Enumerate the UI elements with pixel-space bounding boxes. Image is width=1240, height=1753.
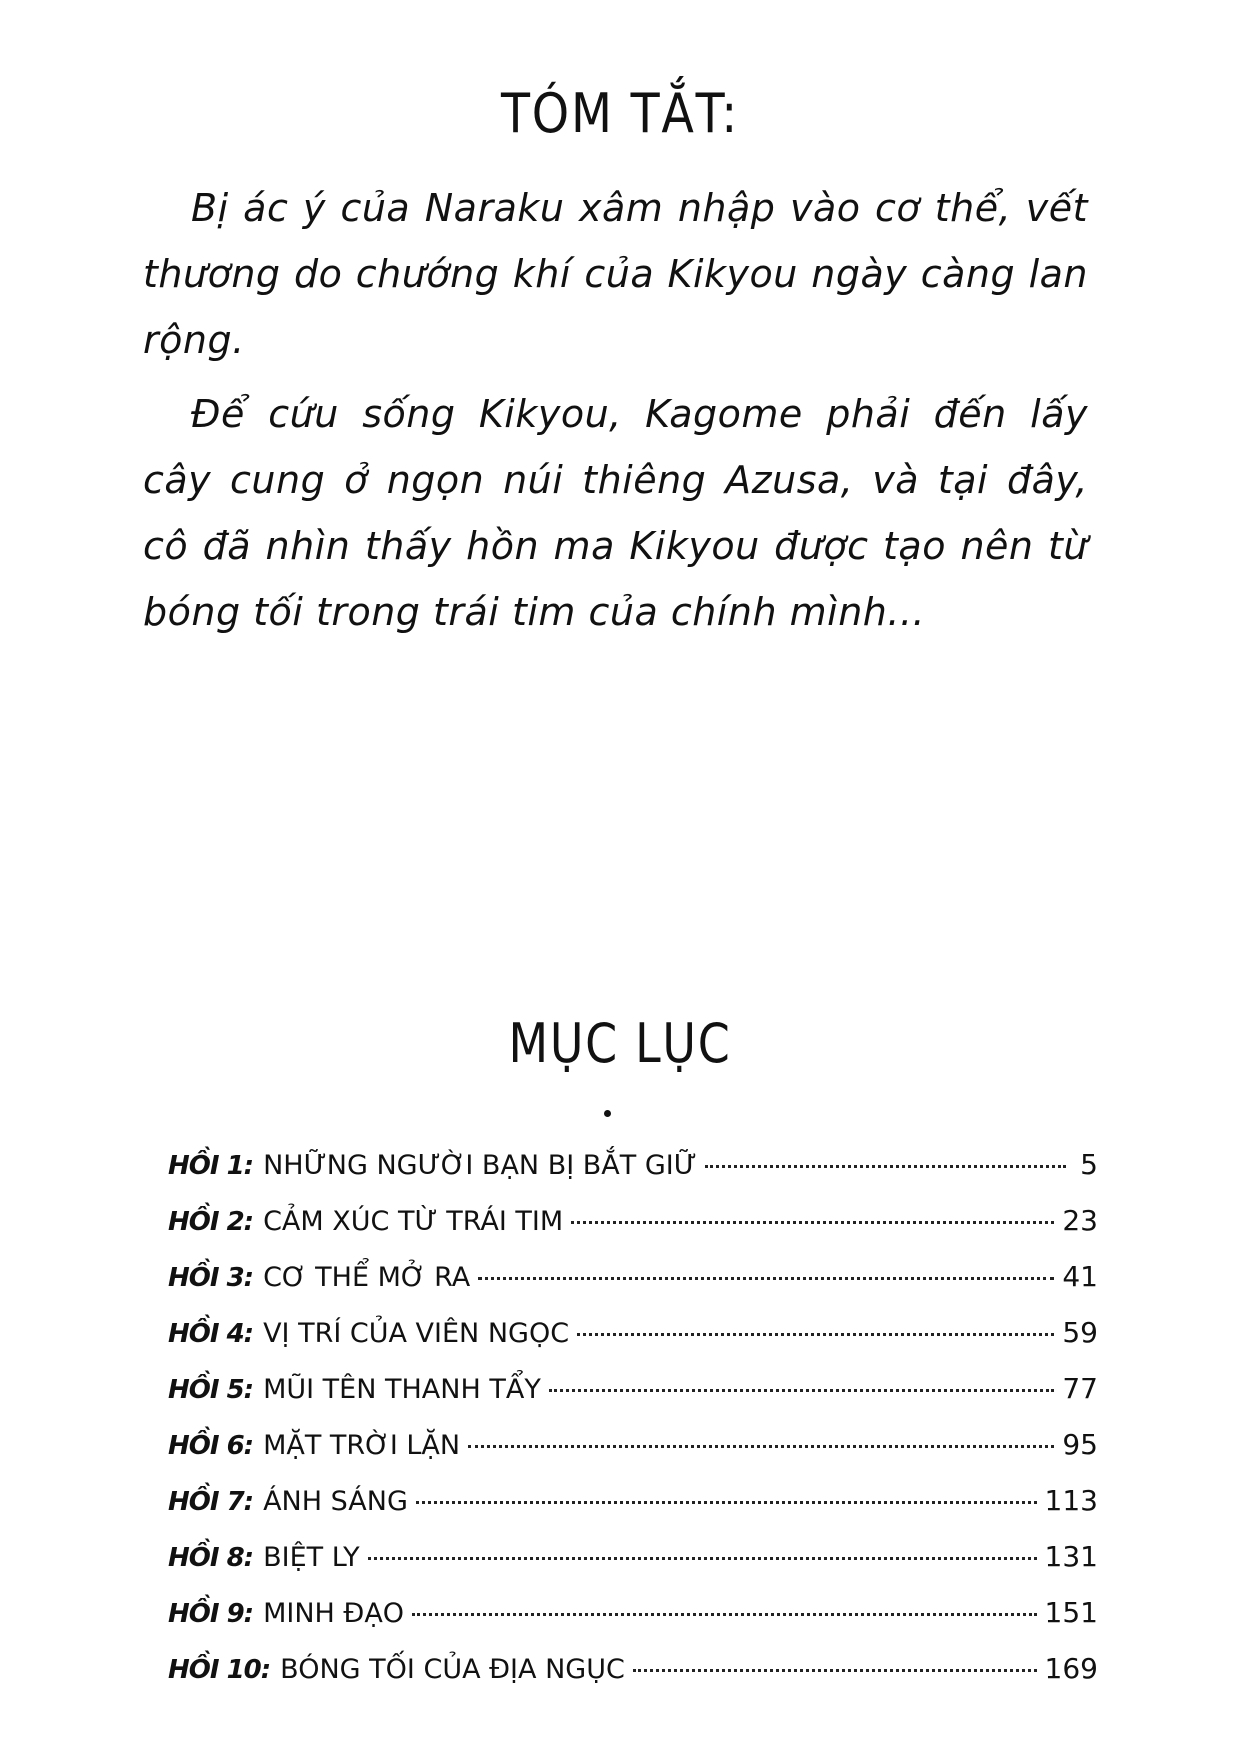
chapter-title: VỊ TRÍ CỦA VIÊN NGỌC (263, 1318, 570, 1349)
toc-entry (168, 1148, 1098, 1204)
dot-leader (577, 1333, 1054, 1336)
decorative-dot (604, 1110, 611, 1117)
page-number: 41 (1062, 1260, 1098, 1293)
chapter-label: HỒI 1: (168, 1151, 254, 1181)
chapter-label: HỒI 8: (168, 1543, 254, 1573)
toc-entry (168, 1372, 1098, 1428)
dot-leader (705, 1165, 1066, 1168)
summary-paragraph: Bị ác ý của Naraku xâm nhập vào cơ thể, vết thương do chướng khí của Kikyou ngày càng lan rộng. (143, 186, 1088, 362)
dot-leader (549, 1389, 1055, 1392)
toc-heading: MỤC LỤC (508, 1012, 732, 1075)
page-number: 59 (1062, 1316, 1098, 1349)
page-number: 77 (1062, 1372, 1098, 1405)
chapter-label: HỒI 4: (168, 1319, 254, 1349)
page-number: 95 (1062, 1428, 1098, 1461)
toc-entry (168, 1428, 1098, 1484)
chapter-label: HỒI 3: (168, 1263, 254, 1293)
dot-leader (478, 1277, 1054, 1280)
chapter-label: HỒI 6: (168, 1431, 254, 1461)
chapter-label: HỒI 2: (168, 1207, 254, 1237)
chapter-title: MẶT TRỜI LẶN (263, 1430, 461, 1461)
chapter-title: ÁNH SÁNG (263, 1486, 408, 1517)
page-number: 151 (1044, 1596, 1098, 1629)
dot-leader (416, 1501, 1037, 1504)
summary-paragraph: Để cứu sống Kikyou, Kagome phải đến lấy cây cung ở ngọn núi thiêng Azusa, và tại đây, cô đã nhìn thấy hồn ma Kikyou được tạo nên từ bóng tối trong trái tim của chính mình... (143, 392, 1088, 634)
chapter-title: CƠ THỂ MỞ RA (263, 1262, 471, 1293)
toc-entry (168, 1596, 1098, 1652)
dot-leader (412, 1613, 1036, 1616)
dot-leader (633, 1669, 1037, 1672)
dot-leader (571, 1221, 1054, 1224)
page-number: 131 (1044, 1540, 1098, 1573)
toc-entry (168, 1316, 1098, 1372)
chapter-title: MINH ĐẠO (263, 1598, 405, 1629)
toc-entry (168, 1540, 1098, 1596)
page-number: 23 (1062, 1204, 1098, 1237)
page-number: 113 (1044, 1484, 1098, 1517)
chapter-title: MŨI TÊN THANH TẨY (263, 1374, 541, 1405)
dot-leader (468, 1445, 1054, 1448)
chapter-title: NHỮNG NGƯỜI BẠN BỊ BẮT GIỮ (263, 1150, 697, 1181)
table-of-contents (168, 1148, 1098, 1708)
toc-entry (168, 1204, 1098, 1260)
page-number: 5 (1080, 1148, 1098, 1181)
chapter-label: HỒI 9: (168, 1599, 254, 1629)
dot-leader (368, 1557, 1037, 1560)
chapter-label: HỒI 7: (168, 1487, 254, 1517)
toc-entry (168, 1652, 1098, 1708)
chapter-label: HỒI 5: (168, 1375, 254, 1405)
chapter-title: BÓNG TỐI CỦA ĐỊA NGỤC (280, 1654, 625, 1685)
toc-entry (168, 1260, 1098, 1316)
summary-heading: TÓM TẮT: (501, 82, 739, 145)
chapter-title: BIỆT LY (263, 1542, 360, 1573)
chapter-title: CẢM XÚC TỪ TRÁI TIM (263, 1206, 564, 1237)
page-number: 169 (1044, 1652, 1098, 1685)
chapter-label: HỒI 10: (168, 1655, 271, 1685)
summary-text (143, 175, 1088, 653)
toc-entry (168, 1484, 1098, 1540)
